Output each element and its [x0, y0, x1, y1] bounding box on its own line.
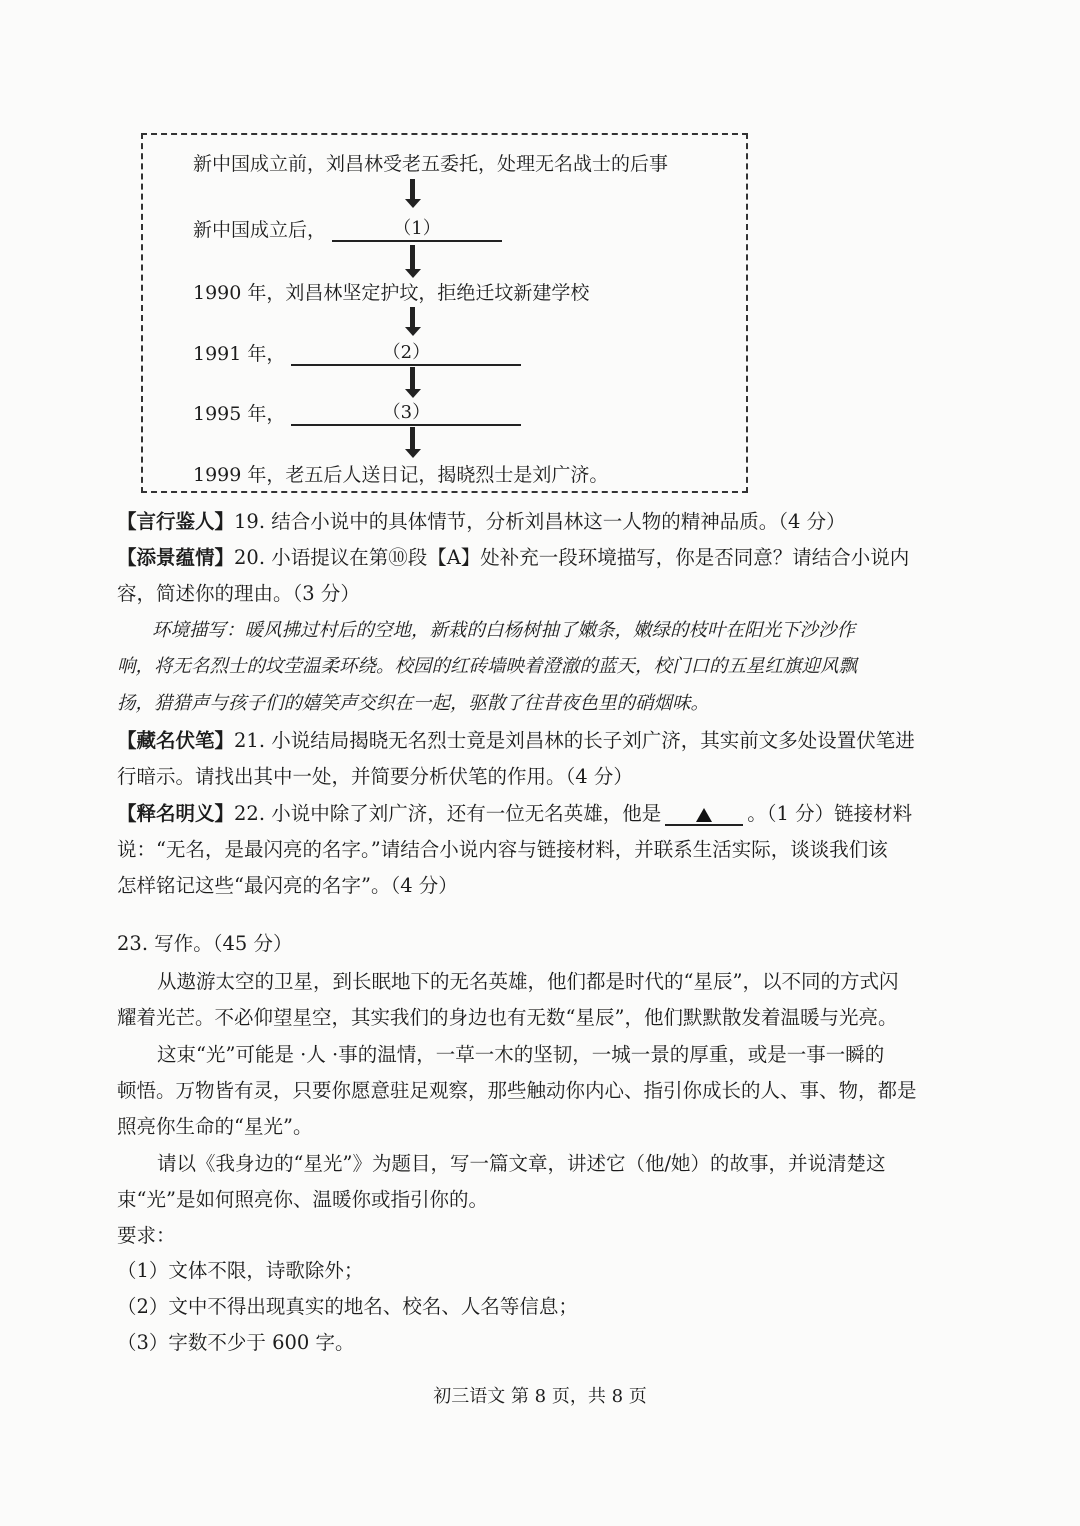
- question-22-line-1: [117, 796, 912, 832]
- essay-prompt-p1-line-2: 耀着光芒。不必仰望星空，其实我们的身边也有无数“星辰”，他们默默散发着温暖与光亮。: [117, 1006, 898, 1029]
- down-arrow-icon: [405, 179, 419, 208]
- timeline-flowchart: [141, 133, 748, 493]
- timeline-step-2: [193, 215, 502, 242]
- timeline-step-1-text: 新中国成立前，刘昌林受老五委托，处理无名战士的后事: [193, 153, 669, 175]
- down-arrow-icon: [405, 427, 419, 458]
- question-19: [117, 504, 846, 540]
- timeline-step-4-prefix: 1991 年，: [193, 343, 286, 365]
- question-23-title: 23. 写作。（45 分）: [117, 932, 293, 955]
- question-21-line-2: 行暗示。请找出其中一处，并简要分析伏笔的作用。（4 分）: [117, 765, 633, 788]
- question-19-tag: 【言行鉴人】: [117, 510, 235, 533]
- timeline-step-4: [193, 339, 521, 366]
- environment-description-line-1: 环境描写：暖风拂过村后的空地，新栽的白杨树抽了嫩条，嫩绿的枝叶在阳光下沙沙作: [152, 620, 856, 641]
- triangle-icon: [696, 808, 712, 822]
- question-22-text-1b: 。（1 分）链接材料: [747, 802, 913, 825]
- requirement-2: （2）文中不得出现真实的地名、校名、人名等信息；: [117, 1295, 578, 1318]
- requirement-3: （3）字数不少于 600 字。: [117, 1331, 355, 1354]
- timeline-step-6-text: 1999 年，老五后人送日记，揭晓烈士是刘广济。: [193, 464, 609, 486]
- essay-prompt-p2-line-3: 照亮你生命的“星光”。: [117, 1115, 313, 1138]
- environment-description-line-3: 扬，猎猎声与孩子们的嬉笑声交织在一起，驱散了往昔夜色里的硝烟味。: [117, 693, 710, 714]
- timeline-step-3-text: 1990 年，刘昌林坚定护坟，拒绝迁坟新建学校: [193, 282, 590, 304]
- timeline-step-2-prefix: 新中国成立后，: [193, 219, 327, 241]
- question-22-line-2: 说：“无名，是最闪亮的名字。”请结合小说内容与链接材料，并联系生活实际，谈谈我们该: [117, 838, 888, 861]
- essay-prompt-p3-line-2: 束“光”是如何照亮你、温暖你或指引你的。: [117, 1188, 488, 1211]
- essay-prompt-p2-line-1: 这束“光”可能是 ·人 ·事的温情，一草一木的坚韧，一城一景的厚重，或是一事一瞬的: [157, 1043, 885, 1066]
- page-footer: 初三语文 第 8 页，共 8 页: [433, 1386, 647, 1407]
- answer-blank-triangle: [665, 804, 743, 826]
- timeline-step-5-prefix: 1995 年，: [193, 403, 286, 425]
- question-20-text-1: 20. 小语提议在第⑩段【A】处补充一段环境描写，你是否同意？请结合小说内: [234, 546, 910, 569]
- environment-description-line-2: 响，将无名烈士的坟茔温柔环绕。校园的红砖墙映着澄澈的蓝天，校门口的五星红旗迎风飘: [117, 656, 858, 677]
- answer-blank-1: （1）: [332, 218, 502, 242]
- question-22-line-3: 怎样铭记这些“最闪亮的名字”。（4 分）: [117, 874, 458, 897]
- question-20-line-1: [117, 540, 909, 576]
- timeline-step-3: [193, 278, 589, 305]
- down-arrow-icon: [405, 307, 419, 336]
- down-arrow-icon: [405, 245, 419, 278]
- question-22-text-1a: 22. 小说中除了刘广济，还有一位无名英雄，他是: [234, 802, 662, 825]
- timeline-step-1: [193, 149, 668, 176]
- down-arrow-icon: [405, 367, 419, 398]
- answer-blank-2: （2）: [291, 342, 521, 366]
- question-22-tag: 【释名明义】: [117, 802, 235, 825]
- essay-prompt-p1-line-1: 从遨游太空的卫星，到长眠地下的无名英雄，他们都是时代的“星辰”，以不同的方式闪: [157, 970, 899, 993]
- timeline-step-6: [193, 460, 608, 487]
- timeline-step-5: [193, 399, 521, 426]
- question-19-text: 19. 结合小说中的具体情节，分析刘昌林这一人物的精神品质。（4 分）: [234, 510, 846, 533]
- question-21-tag: 【藏名伏笔】: [117, 729, 235, 752]
- question-21-line-1: [117, 723, 915, 759]
- question-20-line-2: 容，简述你的理由。（3 分）: [117, 582, 360, 605]
- requirements-title: 要求：: [117, 1224, 176, 1247]
- requirement-1: （1）文体不限，诗歌除外；: [117, 1259, 364, 1282]
- essay-prompt-p2-line-2: 顿悟。万物皆有灵，只要你愿意驻足观察，那些触动你内心、指引你成长的人、事、物，都是: [117, 1079, 917, 1102]
- question-21-text-1: 21. 小说结局揭晓无名烈士竟是刘昌林的长子刘广济，其实前文多处设置伏笔进: [234, 729, 915, 752]
- answer-blank-3: （3）: [291, 402, 521, 426]
- essay-prompt-p3-line-1: 请以《我身边的“星光”》为题目，写一篇文章，讲述它（他/她）的故事，并说清楚这: [157, 1152, 886, 1175]
- question-20-tag: 【添景蕴情】: [117, 546, 235, 569]
